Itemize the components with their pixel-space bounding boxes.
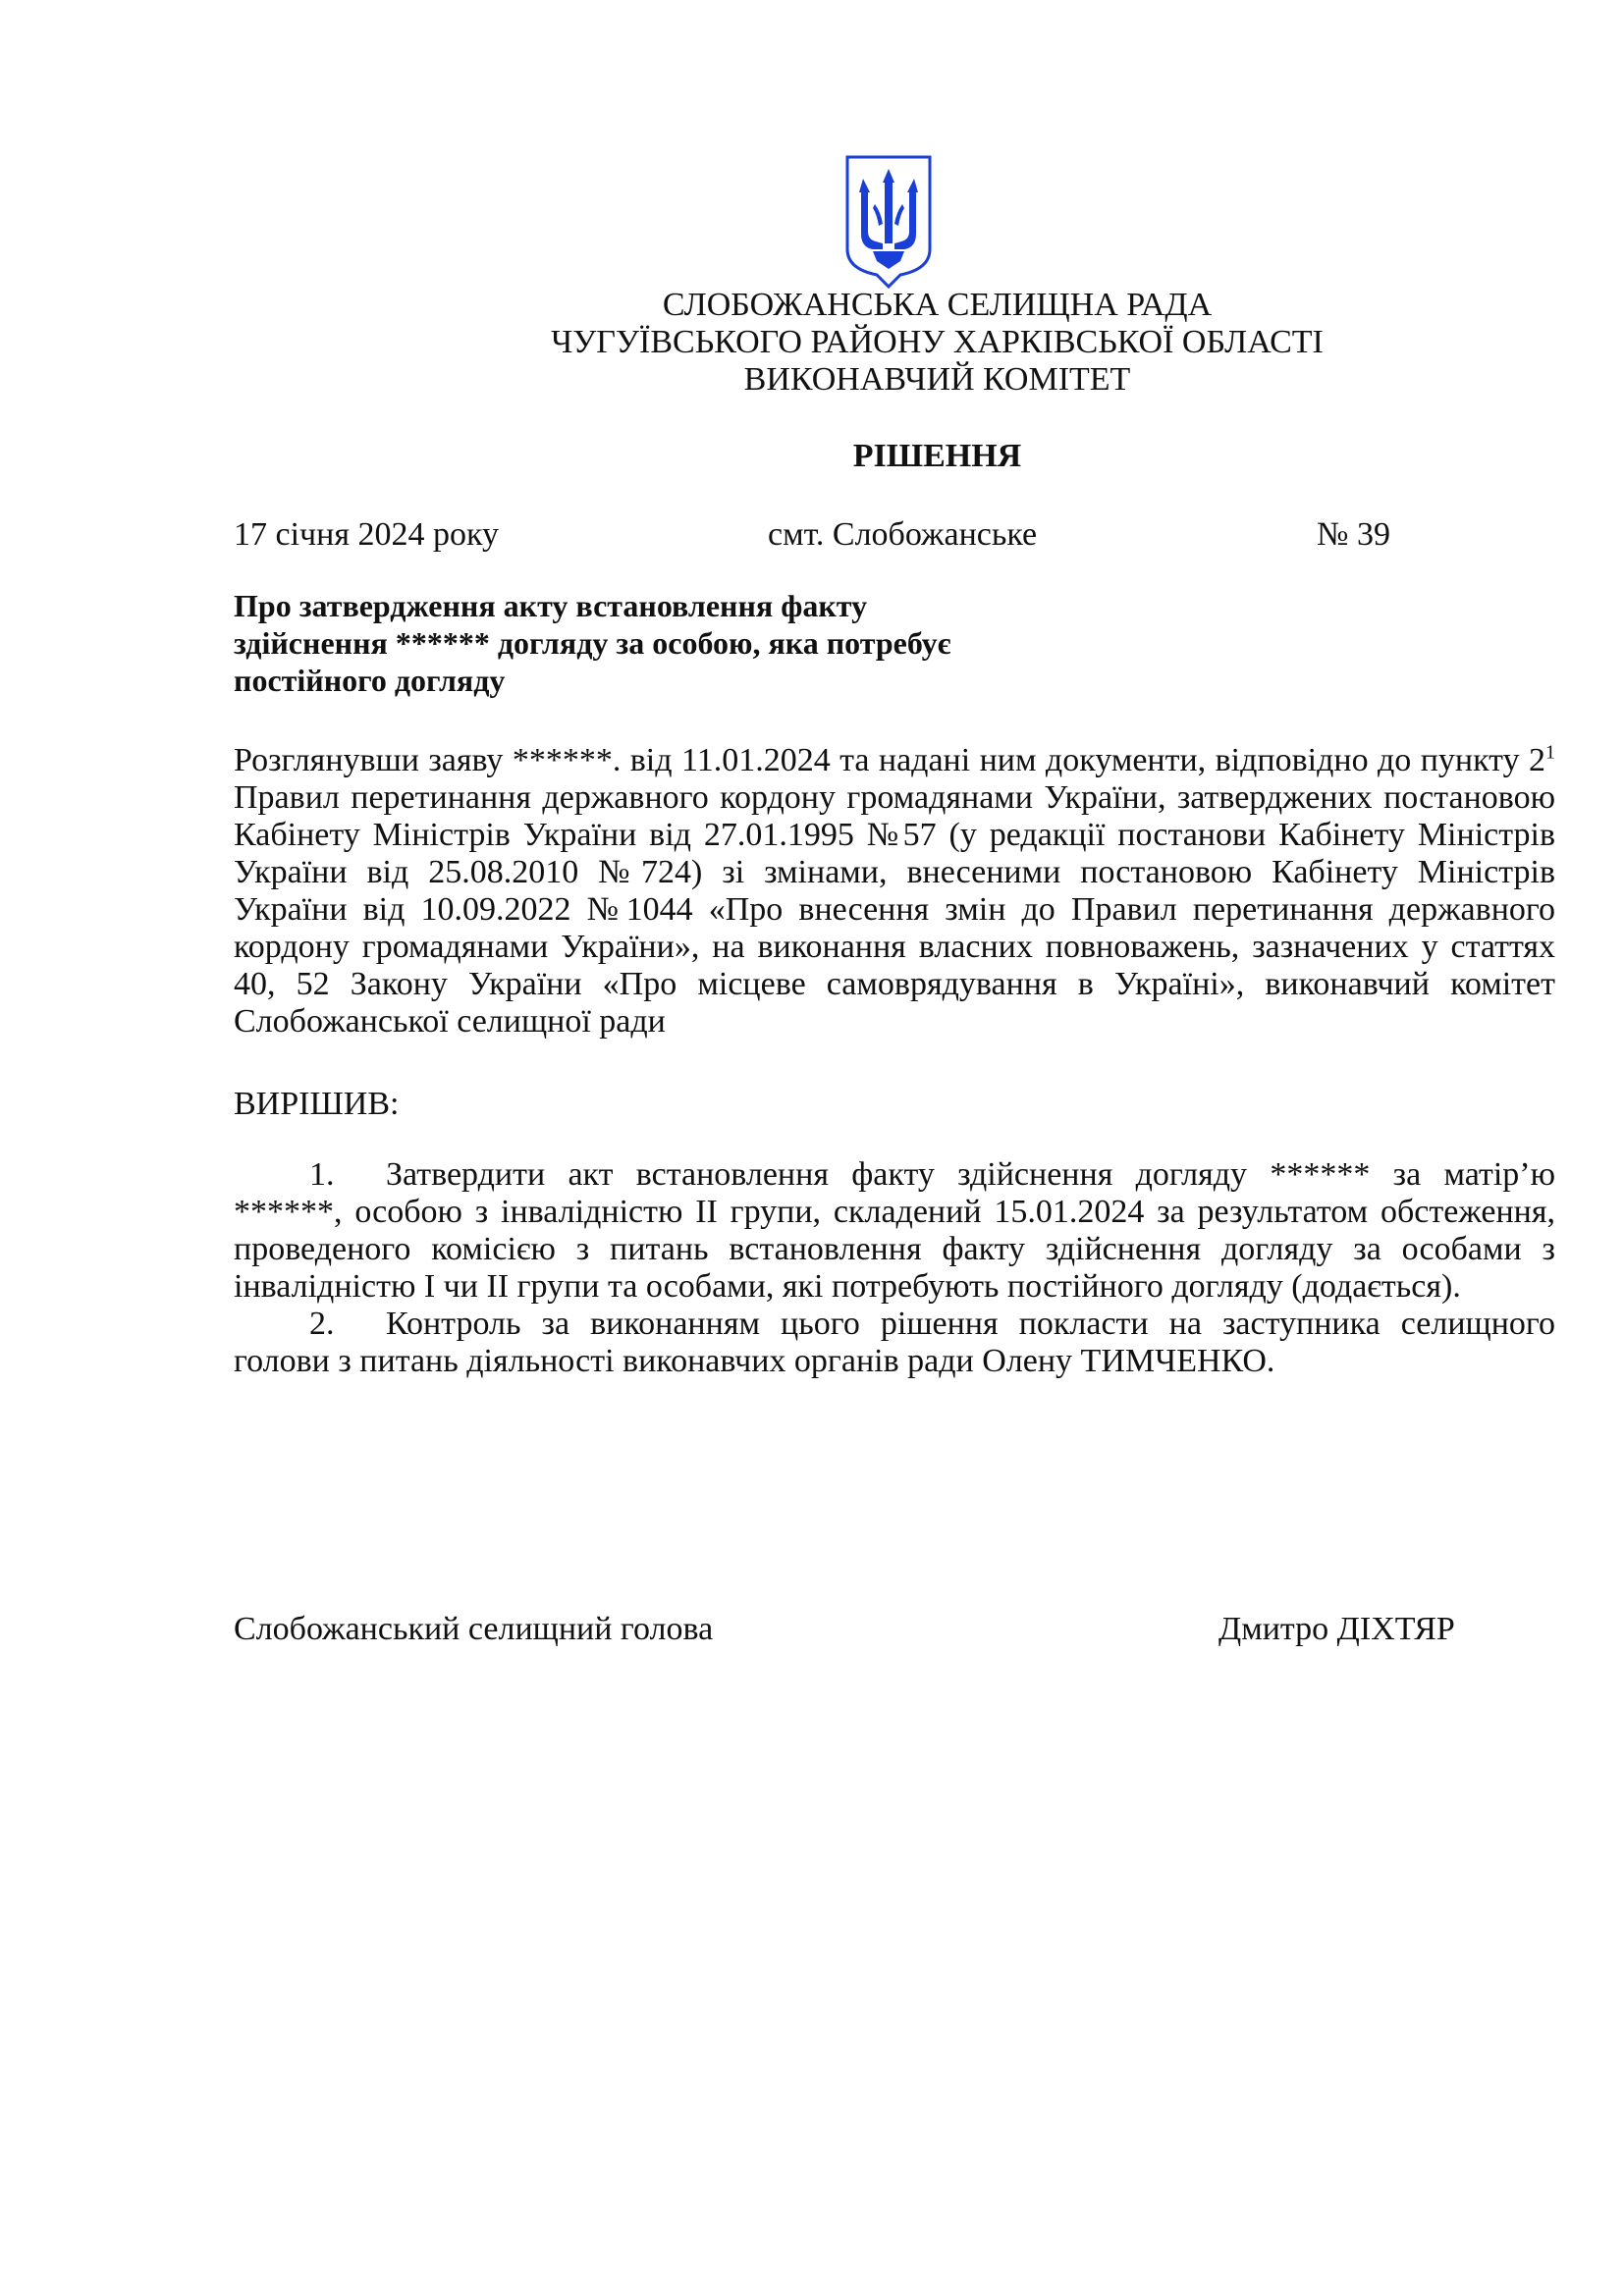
decided-heading: ВИРІШИВ: [234,1086,400,1122]
decision-items [234,1156,1555,1380]
decision-item [234,1306,1555,1380]
org-committee-line: ВИКОНАВЧИЙ КОМІТЕТ [743,361,1131,398]
trident-coat-of-arms-icon [843,153,934,289]
footnote-superscript: 1 [1545,741,1555,764]
decision-number: № 39 [1317,516,1390,553]
decision-item [234,1156,1555,1306]
decision-date: 17 січня 2024 року [234,516,500,553]
organization-header [0,287,1624,399]
decision-subject: Про затвердження акту встановлення факту здійснення ****** догляду за особою, яка потребує постійного догляду [234,588,951,698]
preamble-text-end: Правил перетинання державного кордону громадянами України, затверджених постановою Кабінету Міністрів України від 27.01.1995 №57 (у редакції постанови Кабінету Міністрів України від 25.08.2010 №724) зі змінами, внесеними постановою Кабінету Міністрів України від 10.09.2022 №1044 «Про внесення змін до Правил перетинання державного кордону громадянами України», на виконання власних повноважень, зазначених у статтях 40, 52 Закону України «Про місцеве самоврядування в Україні», виконавчий комітет Слобожанської селищної ради [234,779,1555,1040]
preamble-paragraph [234,742,1555,1041]
document-title: РІШЕННЯ [852,438,1022,474]
item-number: 1. [309,1156,335,1193]
decision-place: смт. Слобожанське [768,516,1038,553]
item-text: Затвердити акт встановлення факту здійснення догляду ****** за матір’ю ******, особою з інвалідністю ІІ групи, складений 15.01.2024 за результатом обстеження, проведеного комісією з питань встановлення факту здійснення догляду за особами з інвалідністю І чи ІІ групи та особами, які потребують постійного догляду (додається). [234,1156,1555,1305]
signatory-name: Дмитро ДІХТЯР [1218,1611,1455,1647]
org-name-line: СЛОБОЖАНСЬКА СЕЛИЩНА РАДА [662,287,1213,323]
item-text: Контроль за виконанням цього рішення покласти на заступника селищного голови з питань діяльності виконавчих органів ради Олену ТИМЧЕНКО. [234,1306,1555,1379]
preamble-text-start: Розглянувши заяву ******. від 11.01.2024 та надані ним документи, відповідно до пункту 2 [234,742,1545,778]
item-number: 2. [309,1306,335,1342]
org-district-line: ЧУГУЇВСЬКОГО РАЙОНУ ХАРКІВСЬКОЇ ОБЛАСТІ [551,324,1324,360]
signatory-title: Слобожанський селищний голова [234,1611,714,1647]
